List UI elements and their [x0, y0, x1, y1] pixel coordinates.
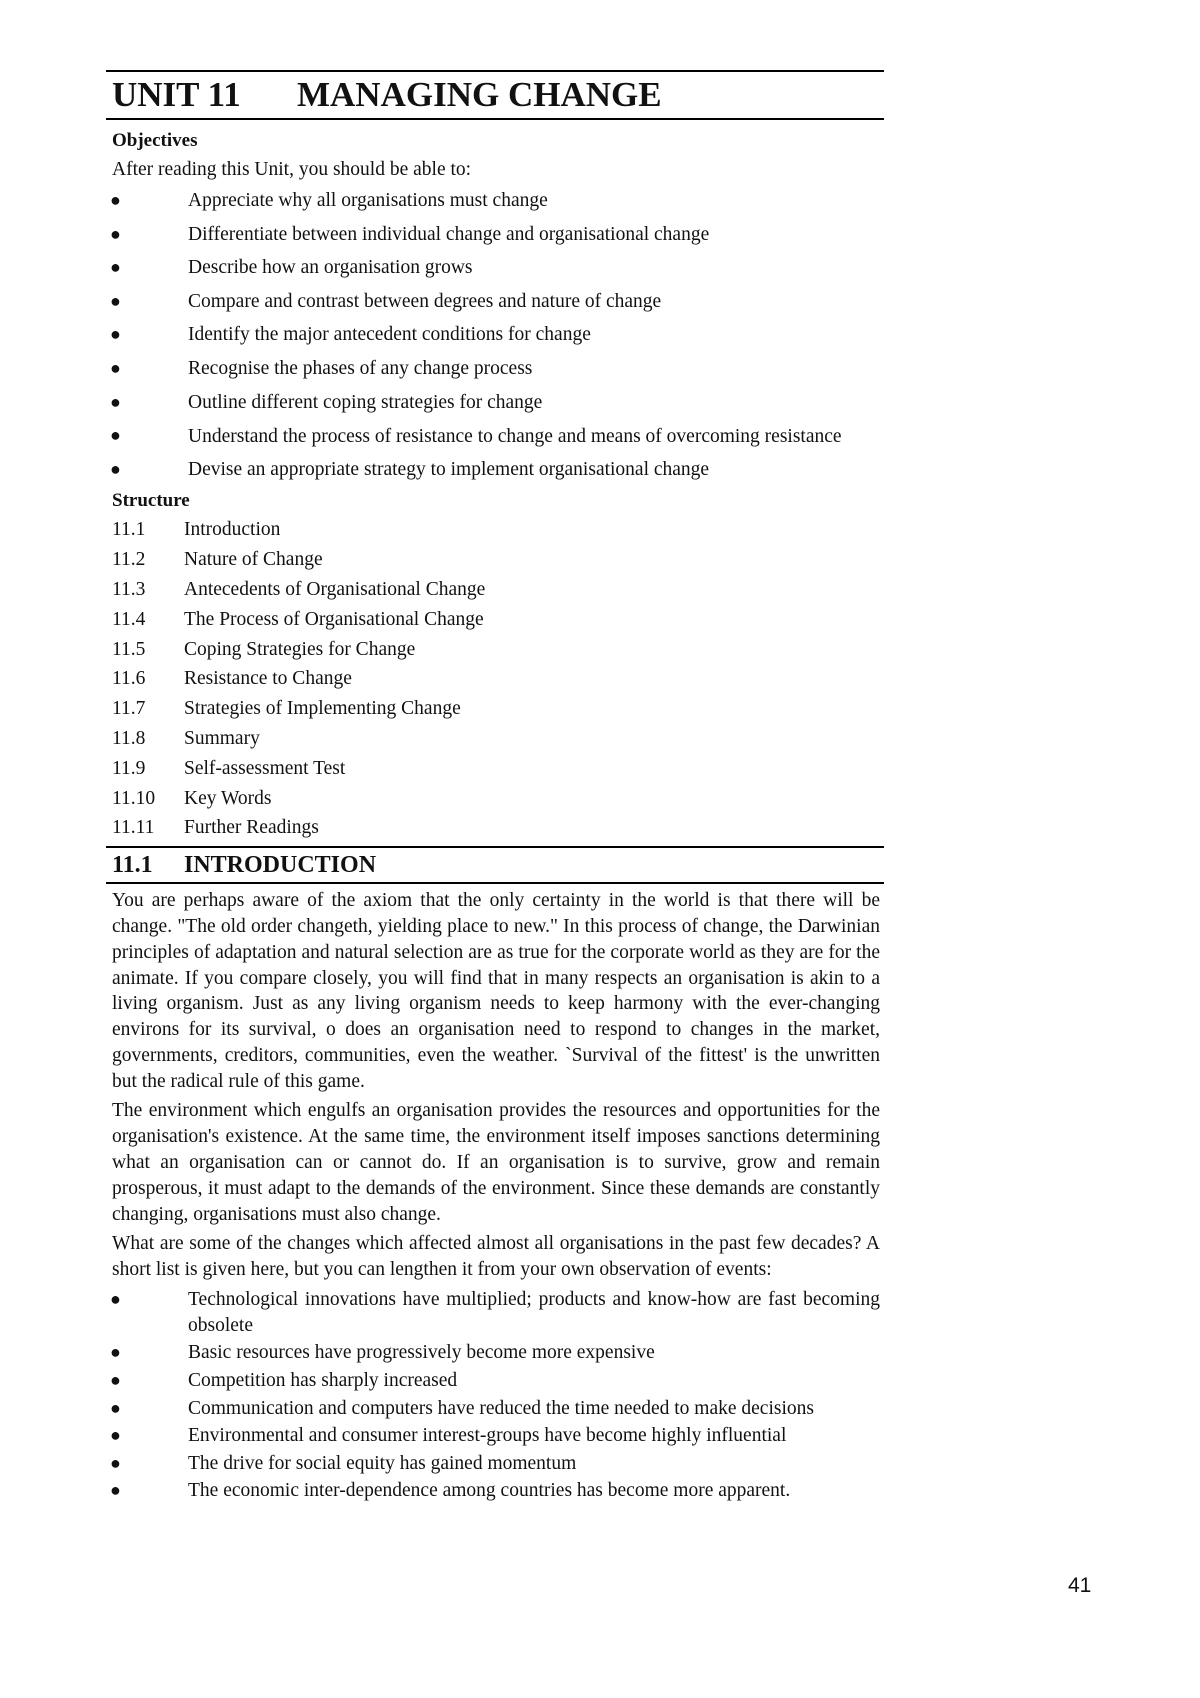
objectives-heading: Objectives	[112, 130, 198, 151]
structure-number: 11.5	[112, 638, 146, 660]
list-item	[106, 1423, 884, 1449]
change-text: Basic resources have progressively become more expensive	[188, 1342, 655, 1364]
change-text: Environmental and consumer interest-groups have become highly influential	[188, 1425, 787, 1447]
structure-label: Summary	[184, 727, 260, 749]
list-item	[106, 386, 884, 420]
list-item	[106, 218, 884, 252]
list-item	[106, 453, 884, 487]
paragraph: What are some of the changes which affected almost all organisations in the past few decades? A short list is given here, but you can lengthen it from your own observation of events:	[112, 1233, 880, 1281]
unit-heading	[106, 72, 884, 118]
section-number: 11.1	[112, 852, 153, 879]
structure-label: Antecedents of Organisational Change	[184, 578, 486, 600]
objectives-intro: After reading this Unit, you should be able to:	[112, 159, 472, 180]
list-item	[106, 184, 884, 218]
page-number: 41	[1068, 1574, 1092, 1597]
list-item	[106, 1451, 884, 1477]
list-item	[106, 694, 884, 724]
bullet-icon: ●	[110, 257, 121, 278]
section-title: INTRODUCTION	[184, 852, 377, 879]
change-text: The economic inter-dependence among countries has become more apparent.	[188, 1480, 791, 1502]
changes-list	[106, 1287, 884, 1504]
list-item	[106, 285, 884, 319]
bullet-icon: ●	[110, 391, 121, 412]
structure-number: 11.7	[112, 698, 146, 720]
unit-heading-rule	[106, 118, 884, 120]
objective-text: Devise an appropriate strategy to implement organisational change	[188, 458, 710, 480]
list-item	[106, 605, 884, 635]
structure-label: The Process of Organisational Change	[184, 608, 484, 630]
list-item	[106, 318, 884, 352]
bullet-icon: ●	[110, 1289, 121, 1310]
structure-number: 11.4	[112, 608, 146, 630]
structure-label: Introduction	[184, 519, 281, 541]
structure-number: 11.9	[112, 757, 146, 779]
list-item	[106, 635, 884, 665]
objective-text: Identify the major antecedent conditions for change	[188, 324, 591, 346]
structure-number: 11.11	[112, 817, 155, 839]
list-item	[106, 1368, 884, 1394]
structure-label: Self-assessment Test	[184, 757, 346, 779]
bullet-icon: ●	[110, 290, 121, 311]
section-rule-bottom	[106, 882, 884, 884]
bullet-icon: ●	[110, 1425, 121, 1446]
list-item	[106, 575, 884, 605]
objective-text: Appreciate why all organisations must change	[188, 190, 548, 211]
structure-heading: Structure	[112, 490, 190, 512]
list-item	[106, 515, 884, 545]
objective-text: Recognise the phases of any change process	[188, 357, 533, 379]
list-item	[106, 545, 884, 575]
change-text: Technological innovations have multiplied; products and know-how are fast becoming obsolete	[188, 1289, 880, 1336]
structure-number: 11.2	[112, 549, 146, 571]
list-item	[106, 1287, 884, 1339]
list-item	[106, 1478, 884, 1504]
structure-label: Nature of Change	[184, 549, 323, 571]
structure-label: Key Words	[184, 787, 272, 809]
change-text: The drive for social equity has gained momentum	[188, 1452, 577, 1474]
list-item	[106, 813, 884, 843]
unit-title: MANAGING CHANGE	[297, 75, 662, 114]
list-item	[106, 1340, 884, 1366]
bullet-icon: ●	[110, 357, 121, 378]
paragraph: You are perhaps aware of the axiom that the only certainty in the world is that there will be change. "The old order changeth, yielding place to new." In this process of change, the Darwinian principles of adaptation and natural selection are as true for the corporate world as they are for the animate. If you compare closely, you will find that in many respects an organisation is akin to a living organism. Just as any living organism needs to keep harmony with the ever-changing environs for its survival, o does an organisation need to respond to changes in the market, governments, creditors, communities, even the weather. `Survival of the fittest' is the unwritten but the radical rule of this game.	[112, 890, 880, 1092]
structure-number: 11.8	[112, 727, 146, 749]
bullet-icon: ●	[110, 1370, 121, 1391]
structure-number: 11.10	[112, 787, 156, 809]
objective-text: Describe how an organisation grows	[188, 257, 473, 279]
list-item	[106, 664, 884, 694]
structure-label: Further Readings	[184, 817, 319, 839]
list-item	[106, 754, 884, 784]
bullet-icon: ●	[110, 458, 121, 479]
bullet-icon: ●	[110, 324, 121, 345]
bullet-icon: ●	[110, 1397, 121, 1418]
structure-number: 11.6	[112, 668, 146, 690]
page-content	[106, 70, 884, 1506]
structure-label: Strategies of Implementing Change	[184, 698, 461, 720]
bullet-icon: ●	[110, 190, 121, 210]
bullet-icon: ●	[110, 1342, 121, 1363]
bullet-icon: ●	[110, 1480, 121, 1501]
section-heading	[106, 848, 884, 882]
list-item	[106, 352, 884, 386]
list-item	[106, 784, 884, 814]
structure-number: 11.1	[112, 519, 146, 541]
bullet-icon: ●	[110, 1452, 121, 1473]
list-item	[106, 251, 884, 285]
unit-number: UNIT 11	[112, 75, 241, 114]
list-item	[106, 419, 884, 453]
structure-label: Coping Strategies for Change	[184, 638, 416, 660]
list-item	[106, 724, 884, 754]
list-item	[106, 1396, 884, 1422]
objective-text: Understand the process of resistance to change and means of overcoming resistance	[188, 426, 842, 448]
objective-text: Outline different coping strategies for change	[188, 391, 543, 413]
objective-text: Differentiate between individual change and organisational change	[188, 223, 710, 245]
bullet-icon: ●	[110, 223, 121, 244]
structure-label: Resistance to Change	[184, 668, 352, 690]
objectives-list	[106, 184, 884, 486]
paragraph: The environment which engulfs an organisation provides the resources and opportunities for the organisation's existence. At the same time, the environment itself imposes sanctions determining what an organisation can or cannot do. If an organisation is to survive, grow and remain prosperous, it must adapt to the demands of the environment. Since these demands are constantly changing, organisations must also change.	[112, 1100, 880, 1225]
change-text: Communication and computers have reduced the time needed to make decisions	[188, 1397, 814, 1419]
change-text: Competition has sharply increased	[188, 1370, 458, 1392]
objective-text: Compare and contrast between degrees and nature of change	[188, 290, 662, 312]
structure-number: 11.3	[112, 578, 146, 600]
structure-list	[106, 515, 884, 843]
bullet-icon: ●	[110, 425, 121, 446]
